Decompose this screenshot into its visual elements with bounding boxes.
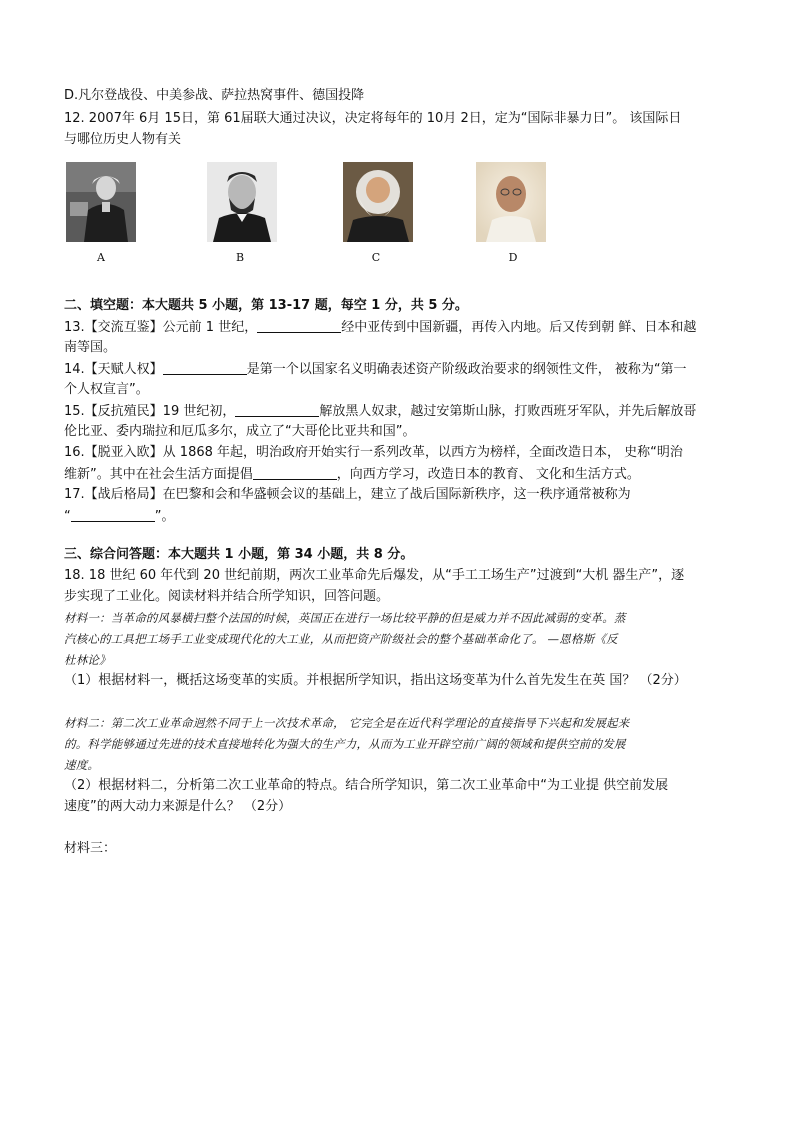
section-3-heading: 三、综合问答题：本大题共 1 小题，第 34 小题，共 8 分。 [64, 547, 414, 562]
section-2-heading: 二、填空题：本大题共 5 小题，第 13-17 题，每空 1 分，共 5 分。 [64, 298, 468, 313]
q17-open-quote: “ [64, 509, 71, 524]
q15-blank[interactable] [235, 402, 319, 417]
portrait-b-image [207, 162, 277, 242]
q16-text-2: 维新”。其中在社会生活方面提倡 [64, 467, 253, 482]
q14-text-2: 是第一个以国家名义明确表述资产阶级政治要求的纲领性文件， 被称为“第一 [246, 362, 687, 377]
question-17: 17.【战后格局】在巴黎和会和华盛顿会议的基础上，建立了战后国际新秩序，这一秩序通常被称为 [64, 487, 631, 502]
question-13 [64, 318, 696, 337]
material-1-line-1: 材料一：当革命的风暴横扫整个法国的时候，英国正在进行一场比较平静的但是威力并不因此减弱的变革。蒸 [64, 611, 626, 625]
q13-text-3: 南等国。 [64, 340, 117, 355]
portrait-c-image [343, 162, 413, 242]
material-2-line-1: 材料二：第二次工业革命迥然不同于上一次技术革命， 它完全是在近代科学理论的直接指导下兴起和发展起来 [64, 716, 630, 730]
option-d-label: D [508, 251, 518, 264]
question-16-cont [64, 465, 640, 484]
question-18-stem: 18. 18 世纪 60 年代到 20 世纪前期，两次工业革命先后爆发，从“手工工场生产”过渡到“大机 器生产”，逐 [64, 568, 685, 583]
q15-text-1: 15.【反抗殖民】19 世纪初， [64, 404, 236, 419]
question-18-stem-cont: 步实现了工业化。阅读材料并结合所学知识，回答问题。 [64, 589, 390, 604]
portrait-d-image [476, 162, 546, 242]
q13-text-2: 经中亚传到中国新疆，再传入内地。后又传到朝 鲜、日本和越 [341, 320, 697, 335]
material-2-line-2: 的。科学能够通过先进的技术直接地转化为强大的生产力，从而为工业开辟空前广阔的领域和提供空前的发展 [64, 737, 626, 751]
question-17-cont [64, 507, 175, 526]
q14-blank[interactable] [163, 360, 247, 375]
question-16: 16.【脱亚入欧】从 1868 年起，明治政府开始实行一系列改革，以西方为榜样，全面改造日本， 史称“明治 [64, 445, 683, 460]
q14-text-1: 14.【天赋人权】 [64, 362, 163, 377]
option-b-label: B [235, 251, 245, 264]
q15-text-3: 伦比亚、委内瑞拉和厄瓜多尔，成立了“大哥伦比亚共和国”。 [64, 424, 416, 439]
material-3-label: 材料三： [64, 841, 117, 856]
q13-blank[interactable] [257, 318, 341, 333]
q16-text-3: ，向西方学习，改造日本的教育、 文化和生活方式。 [336, 467, 640, 482]
question-12-stem-cont: 与哪位历史人物有关 [64, 132, 182, 147]
material-2-line-3: 速度。 [64, 758, 100, 772]
material-1-line-3: 杜林论》 [64, 653, 111, 667]
question-12-stem: 12. 2007年 6月 15日，第 61届联大通过决议，决定将每年的 10月 2日，定为“国际非暴力日”。 该国际日 [64, 111, 682, 126]
q16-blank[interactable] [253, 465, 337, 480]
sub-question-1: （1）根据材料一，概括这场变革的实质。并根据所学知识，指出这场变革为什么首先发生在英 国？ （2分） [64, 673, 687, 688]
q15-text-2: 解放黑人奴隶，越过安第斯山脉，打败西班牙军队，并先后解放哥 [319, 404, 697, 419]
material-1-line-2: 汽核心的工具把工场手工业变成现代化的大工业，从而把资产阶级社会的整个基础革命化了。 —恩格斯《反 [64, 632, 618, 646]
question-14 [64, 360, 687, 379]
portrait-a-image [66, 162, 136, 242]
sub-question-2-cont: 速度”的两大动力来源是什么？ （2分） [64, 799, 292, 814]
option-d-q11: D.凡尔登战役、中美参战、萨拉热窝事件、德国投降 [64, 88, 365, 103]
q17-blank[interactable] [71, 507, 155, 522]
option-a-label: A [97, 251, 105, 264]
question-15 [64, 402, 696, 421]
q13-text-1: 13.【交流互鉴】公元前 1 世纪， [64, 320, 258, 335]
q14-text-3: 个人权宣言”。 [64, 382, 149, 397]
option-c-label: C [371, 251, 381, 264]
q17-close-quote: ”。 [154, 509, 175, 524]
sub-question-2: （2）根据材料二，分析第二次工业革命的特点。结合所学知识，第二次工业革命中“为工业提 供空前发展 [64, 778, 669, 793]
